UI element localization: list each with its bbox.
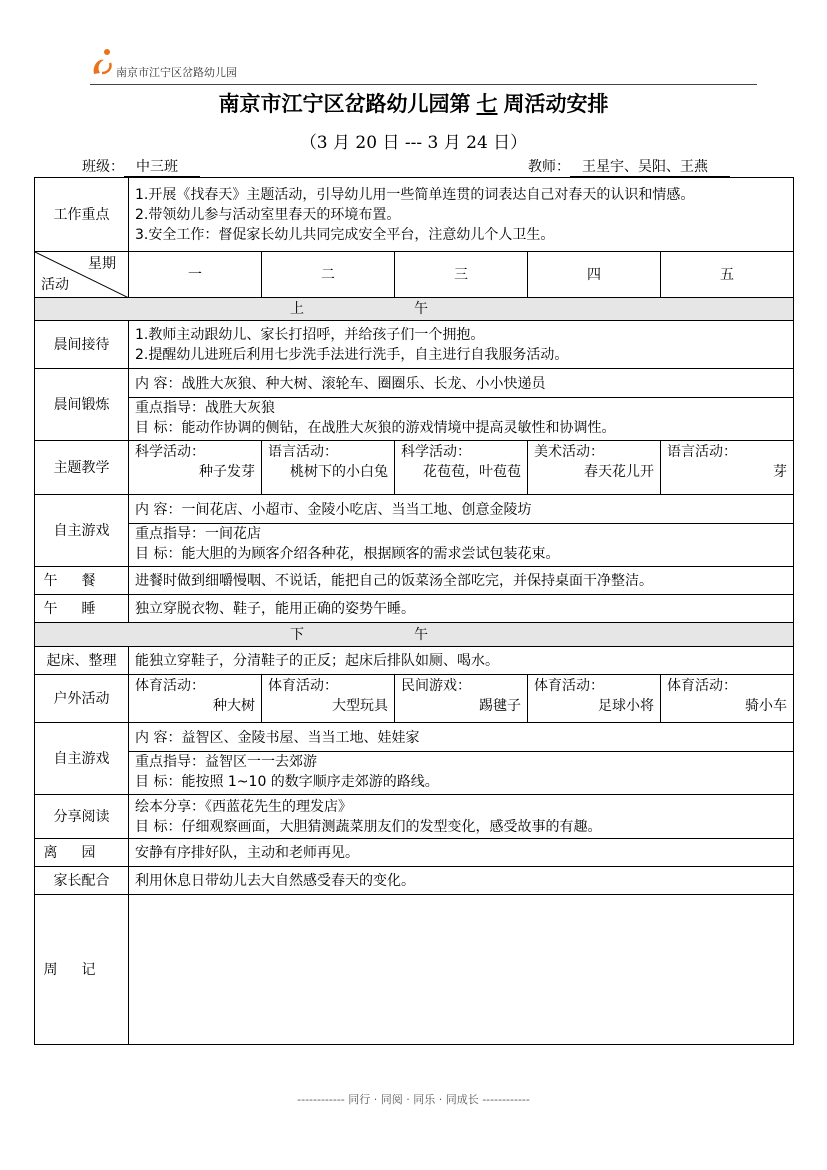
free-play-am-content: [129, 495, 794, 567]
kindergarten-logo-icon: [90, 46, 116, 78]
wakeup-row: [35, 647, 794, 675]
reading-label: 分享阅读: [35, 795, 129, 839]
focus-row: [35, 178, 794, 252]
morning-section-row: [35, 298, 794, 321]
exercise-content: [129, 369, 794, 441]
focus-line: 2.带领幼儿参与活动室里春天的环境布置。: [135, 206, 401, 223]
free-play-pm-goal: 目 标：能按照 1~10 的数字顺序走郊游的路线。: [135, 774, 439, 790]
exercise-content-line: 内 容：战胜大灰狼、种大树、滚轮车、圈圈乐、长龙、小小快递员: [135, 376, 546, 392]
free-play-am-content-line: 内 容：一间花店、小超市、金陵小吃店、当当工地、创意金陵坊: [135, 502, 532, 518]
reading-content: [129, 795, 794, 839]
outdoor-name: 骑小车: [745, 698, 788, 714]
title-suffix: 周活动安排: [503, 92, 609, 116]
corner-top-label: 星期: [88, 256, 116, 272]
parents-label: 家长配合: [35, 867, 129, 895]
corner-bottom-label: 活动: [41, 277, 69, 293]
free-play-pm-content: [129, 723, 794, 795]
exercise-guide-block: [129, 397, 793, 438]
theme-name: 桃树下的小白兔: [290, 464, 388, 480]
theme-label: 主题教学: [35, 441, 129, 495]
free-play-am-guide: 重点指导：一间花店: [135, 526, 261, 542]
reading-goal: 目 标：仔细观察画面，大胆猜测蔬菜朋友们的发型变化，感受故事的有趣。: [135, 818, 602, 835]
teacher-value: 王星宇、吴阳、王燕: [570, 156, 730, 177]
parents-row: [35, 867, 794, 895]
wakeup-content: 能独立穿鞋子，分清鞋子的正反；起床后排队如厕、喝水。: [129, 647, 794, 675]
theme-name: 种子发芽: [199, 464, 255, 480]
outdoor-type: 体育活动：: [135, 678, 205, 694]
outdoor-name: 种大树: [213, 698, 255, 714]
schedule-table: [34, 177, 794, 1045]
theme-type: 语言活动：: [268, 444, 338, 460]
greeting-row: [35, 321, 794, 369]
exercise-row: [35, 369, 794, 441]
afternoon-label-text: 下午: [290, 626, 538, 643]
reading-row: [35, 795, 794, 839]
free-play-am-guide-block: [129, 523, 793, 564]
theme-cell: [262, 441, 395, 495]
day-header-fri: 五: [661, 252, 794, 298]
theme-name: 花苞苞，叶苞苞: [423, 464, 521, 480]
day-header-thu: 四: [528, 252, 661, 298]
leave-row: [35, 839, 794, 867]
free-play-am-row: [35, 495, 794, 567]
day-header-corner: [35, 252, 129, 298]
outdoor-name: 踢毽子: [479, 698, 521, 714]
day-header-tue: 二: [262, 252, 395, 298]
theme-name: 春天花儿开: [584, 464, 654, 480]
outdoor-cell: [661, 675, 794, 723]
date-range: （3 月 20 日 --- 3 月 24 日）: [299, 133, 528, 153]
outdoor-row: [35, 675, 794, 723]
free-play-am-goal: 目 标：能大胆的为顾客介绍各种花，根据顾客的需求尝试包装花束。: [135, 546, 560, 562]
day-header-row: [35, 252, 794, 298]
weekly-notes-content: [129, 895, 794, 1045]
weekly-notes-row: [35, 895, 794, 1045]
theme-row: [35, 441, 794, 495]
week-number: 七: [476, 92, 498, 116]
outdoor-type: 民间游戏：: [401, 678, 471, 694]
free-play-pm-content-line: 内 容：益智区、金陵书屋、当当工地、娃娃家: [135, 730, 420, 746]
theme-type: 科学活动：: [401, 444, 471, 460]
header-org-name: 南京市江宁区岔路幼儿园: [116, 66, 237, 79]
lunch-label: 午餐: [35, 567, 129, 595]
theme-cell: [661, 441, 794, 495]
focus-content: [129, 178, 794, 252]
focus-line: 3.安全工作：督促家长幼儿共同完成安全平台，注意幼儿个人卫生。: [135, 226, 555, 243]
theme-name: 芽: [773, 464, 788, 480]
theme-cell: [528, 441, 661, 495]
page-header: [90, 44, 757, 85]
greeting-label: 晨间接待: [35, 321, 129, 369]
outdoor-cell: [262, 675, 395, 723]
exercise-guide: 重点指导：战胜大灰狼: [135, 400, 275, 416]
parents-content: 利用休息日带幼儿去大自然感受春天的变化。: [129, 867, 794, 895]
nap-row: [35, 595, 794, 623]
leave-content: 安静有序排好队，主动和老师再见。: [129, 839, 794, 867]
lunch-content: 进餐时做到细嚼慢咽、不说话，能把自己的饭菜汤全部吃完，并保持桌面干净整洁。: [129, 567, 794, 595]
class-label: 班级：: [82, 159, 124, 175]
exercise-goal: 目 标：能动作协调的侧钻，在战胜大灰狼的游戏情境中提高灵敏性和协调性。: [135, 420, 616, 436]
outdoor-type: 体育活动：: [667, 678, 737, 694]
theme-cell: [395, 441, 528, 495]
greeting-content: [129, 321, 794, 369]
theme-type: 美术活动：: [534, 444, 604, 460]
greeting-line: 1.教师主动跟幼儿、家长打招呼，并给孩子们一个拥抱。: [135, 326, 485, 343]
outdoor-cell: [528, 675, 661, 723]
page-title: [0, 88, 827, 118]
outdoor-name: 大型玩具: [332, 698, 388, 714]
wakeup-label: 起床、整理: [35, 647, 129, 675]
outdoor-type: 体育活动：: [268, 678, 338, 694]
free-play-pm-guide-block: [129, 751, 793, 792]
morning-label-text: 上午: [290, 301, 538, 317]
outdoor-cell: [395, 675, 528, 723]
outdoor-label: 户外活动: [35, 675, 129, 723]
day-header-wed: 三: [395, 252, 528, 298]
theme-type: 科学活动：: [135, 444, 205, 460]
focus-label: 工作重点: [35, 178, 129, 252]
afternoon-section-row: [35, 623, 794, 647]
title-prefix: 南京市江宁区岔路幼儿园第: [218, 92, 471, 116]
page-footer: ------------ 同行 · 同阅 · 同乐 · 同成长 ------------: [297, 1093, 530, 1106]
leave-label: 离园: [35, 839, 129, 867]
day-header-mon: 一: [129, 252, 262, 298]
outdoor-cell: [129, 675, 262, 723]
outdoor-type: 体育活动：: [534, 678, 604, 694]
exercise-label: 晨间锻炼: [35, 369, 129, 441]
free-play-pm-label: 自主游戏: [35, 723, 129, 795]
teacher-info: [528, 156, 730, 177]
theme-cell: [129, 441, 262, 495]
nap-label: 午睡: [35, 595, 129, 623]
class-info: [82, 156, 200, 177]
theme-type: 语言活动：: [667, 444, 737, 460]
weekly-notes-label: 周记: [35, 895, 129, 1045]
class-value: 中三班: [124, 156, 200, 177]
greeting-line: 2.提醒幼儿进班后利用七步洗手法进行洗手，自主进行自我服务活动。: [135, 346, 569, 363]
afternoon-section-label: [35, 623, 794, 647]
free-play-pm-guide: 重点指导：益智区一一去郊游: [135, 754, 317, 770]
free-play-pm-row: [35, 723, 794, 795]
teacher-label: 教师：: [528, 159, 570, 175]
morning-section-label: [35, 298, 794, 321]
outdoor-name: 足球小将: [598, 698, 654, 714]
free-play-am-label: 自主游戏: [35, 495, 129, 567]
reading-book: 绘本分享：《西蓝花先生的理发店》: [135, 798, 352, 815]
focus-line: 1.开展《找春天》主题活动，引导幼儿用一些简单连贯的词表达自己对春天的认识和情感。: [135, 186, 695, 203]
lunch-row: [35, 567, 794, 595]
nap-content: 独立穿脱衣物、鞋子，能用正确的姿势午睡。: [129, 595, 794, 623]
